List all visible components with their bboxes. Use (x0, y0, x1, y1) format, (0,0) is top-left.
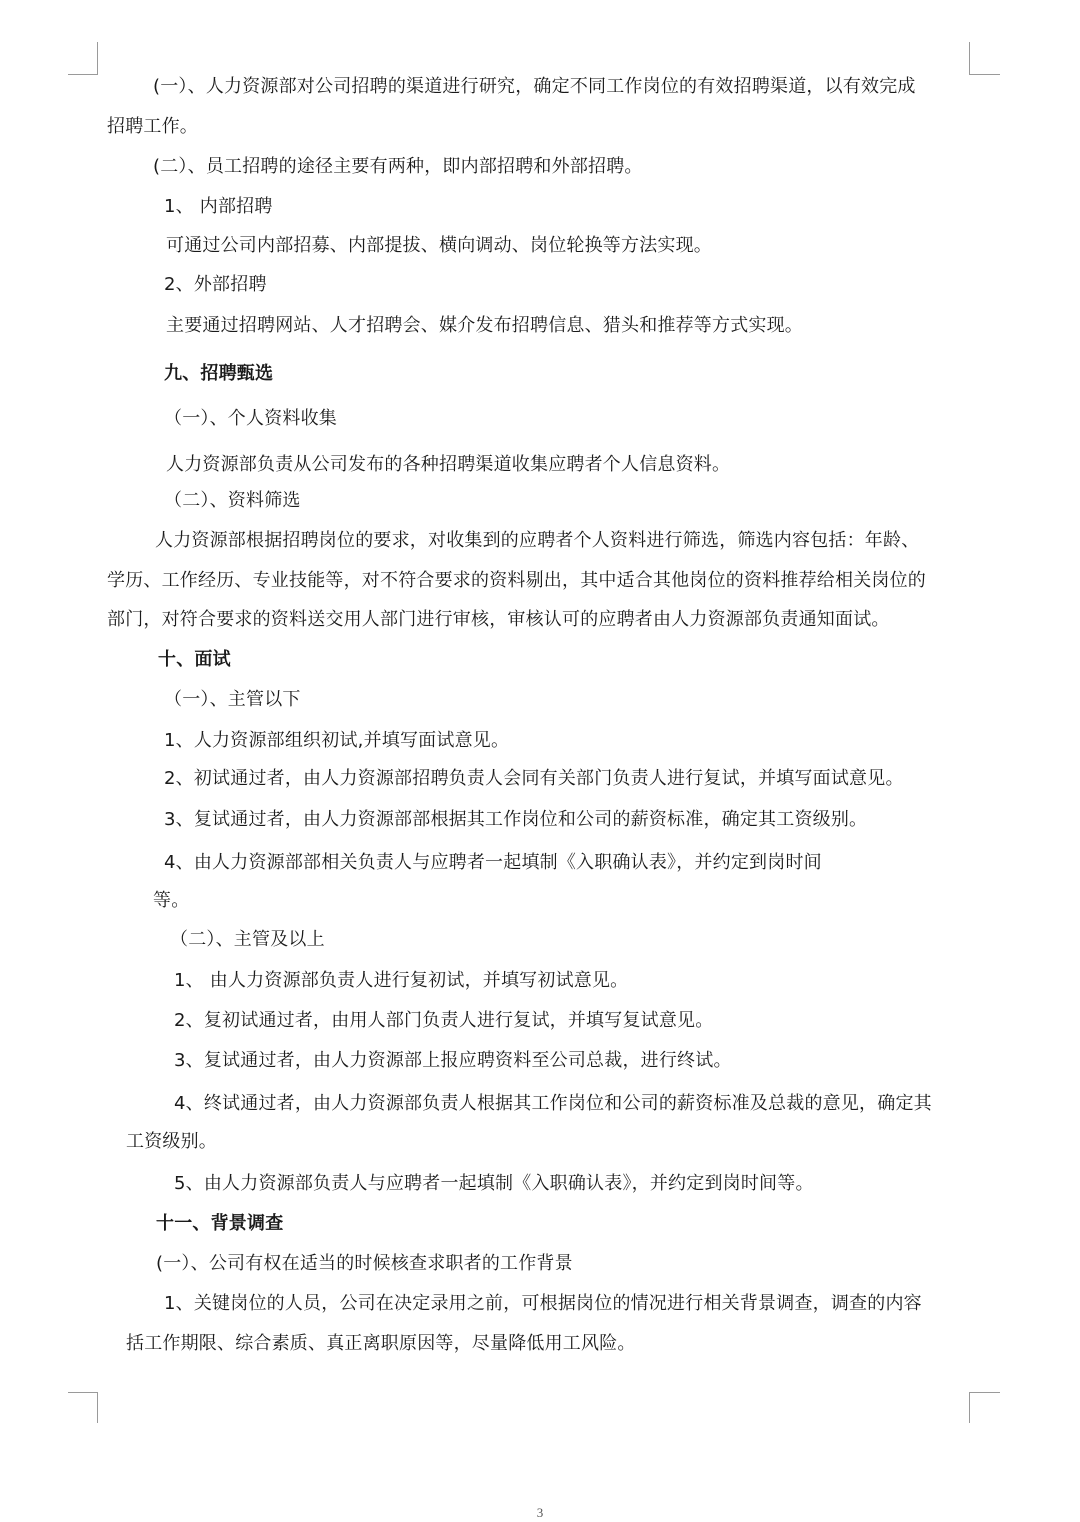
section-heading: 十、面试 (158, 649, 231, 670)
paragraph-line: 部门，对符合要求的资料送交用人部门进行审核，审核认可的应聘者由人力资源部负责通知面试。 (107, 609, 890, 630)
paragraph-line: 人力资源部根据招聘岗位的要求，对收集到的应聘者个人资料进行筛选，筛选内容包括：年龄、 (155, 530, 920, 551)
list-item: 2、复初试通过者，由用人部门负责人进行复试，并填写复试意见。 (174, 1010, 714, 1031)
paragraph-line: 主要通过招聘网站、人才招聘会、媒介发布招聘信息、猎头和推荐等方式实现。 (166, 315, 803, 336)
list-item: 5、由人力资源部负责人与应聘者一起填制《入职确认表》，并约定到岗时间等。 (174, 1173, 814, 1194)
list-item: 1、 由人力资源部负责人进行复初试，并填写初试意见。 (174, 970, 629, 991)
list-item: 4、由人力资源部部相关负责人与应聘者一起填制《入职确认表》，并约定到岗时间 (164, 852, 822, 873)
page-number: 3 (536, 1505, 544, 1520)
crop-mark-top-left-v (97, 42, 98, 75)
crop-mark-bottom-left-h (68, 1392, 98, 1393)
list-item: 4、终试通过者，由人力资源部负责人根据其工作岗位和公司的薪资标准及总裁的意见，确定其 (174, 1093, 932, 1114)
subsection-heading: （二）、主管及以上 (170, 929, 325, 950)
list-item-heading: 1、 内部招聘 (164, 196, 273, 217)
crop-mark-top-left-h (68, 74, 98, 75)
list-item: 3、复试通过者，由人力资源部上报应聘资料至公司总裁，进行终试。 (174, 1050, 732, 1071)
list-item-continuation: 等。 (153, 890, 190, 911)
paragraph-line: 招聘工作。 (107, 116, 198, 137)
crop-mark-top-right-h (969, 74, 1000, 75)
list-item-continuation: 工资级别。 (126, 1131, 217, 1152)
list-item: 3、复试通过者，由人力资源部部根据其工作岗位和公司的薪资标准，确定其工资级别。 (164, 809, 868, 830)
list-item: 1、人力资源部组织初试,并填写面试意见。 (164, 730, 510, 751)
subsection-heading: （二）、资料筛选 (164, 490, 301, 511)
subsection-heading: （一）、主管以下 (164, 689, 301, 710)
paragraph-line: (一）、人力资源部对公司招聘的渠道进行研究，确定不同工作岗位的有效招聘渠道，以有效完成 (153, 76, 916, 97)
list-item: 2、初试通过者，由人力资源部招聘负责人会同有关部门负责人进行复试，并填写面试意见。 (164, 768, 904, 789)
list-item-heading: 2、外部招聘 (164, 274, 267, 295)
paragraph-line: 可通过公司内部招募、内部提拔、横向调动、岗位轮换等方法实现。 (166, 235, 712, 256)
section-heading: 十一、背景调查 (156, 1213, 284, 1234)
section-heading: 九、招聘甄选 (164, 363, 274, 384)
subsection-heading: （一）、个人资料收集 (164, 408, 337, 429)
paragraph-line: 学历、工作经历、专业技能等，对不符合要求的资料剔出，其中适合其他岗位的资料推荐给相关岗位的 (107, 570, 926, 591)
list-item: 1、关键岗位的人员，公司在决定录用之前，可根据岗位的情况进行相关背景调查，调查的内容 (164, 1293, 922, 1314)
subsection-heading: (一）、公司有权在适当的时候核查求职者的工作背景 (156, 1253, 573, 1274)
paragraph-line: 人力资源部负责从公司发布的各种招聘渠道收集应聘者个人信息资料。 (166, 454, 731, 475)
list-item-continuation: 括工作期限、综合素质、真正离职原因等，尽量降低用工风险。 (126, 1333, 636, 1354)
crop-mark-bottom-right-v (969, 1392, 970, 1423)
crop-mark-bottom-right-h (969, 1392, 1000, 1393)
crop-mark-bottom-left-v (97, 1392, 98, 1423)
crop-mark-top-right-v (969, 42, 970, 75)
paragraph-line: (二）、员工招聘的途径主要有两种，即内部招聘和外部招聘。 (153, 156, 643, 177)
